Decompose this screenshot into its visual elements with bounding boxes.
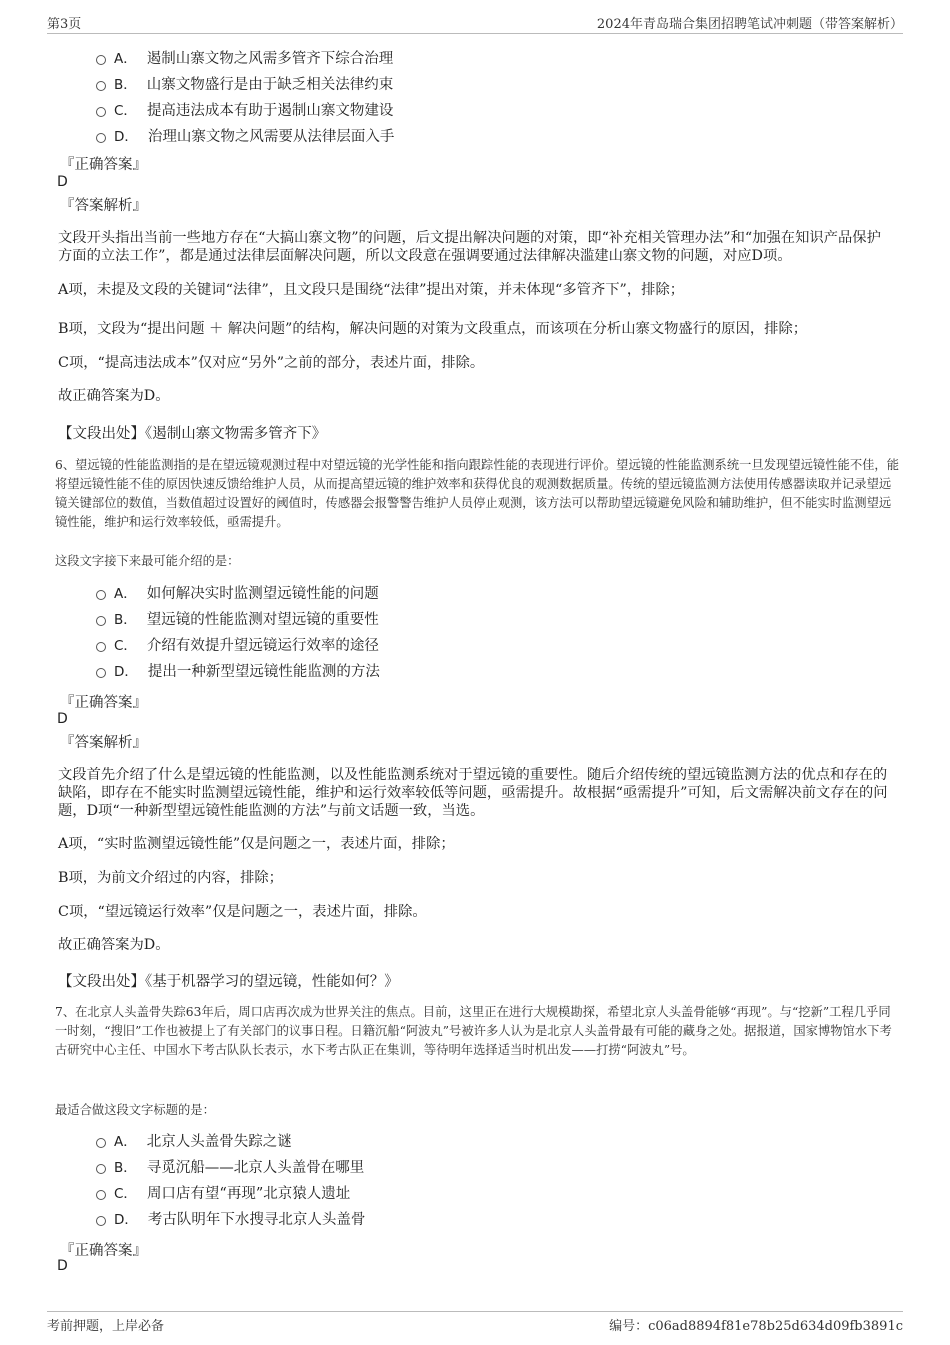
- radio-icon[interactable]: [96, 1216, 106, 1226]
- footer-slogan: 考前押题，上岸必备: [47, 1319, 165, 1334]
- analysis-paragraph: A项，“实时监测望远镜性能”仅是问题之一，表述片面，排除；: [58, 836, 455, 852]
- radio-icon[interactable]: [96, 668, 106, 678]
- question-stem: 最适合做这段文字标题的是：: [55, 1103, 215, 1117]
- radio-icon[interactable]: [96, 133, 106, 143]
- option-c[interactable]: C． 周口店有望“再现”北京猿人遗址: [96, 1181, 365, 1207]
- radio-icon[interactable]: [96, 1164, 106, 1174]
- option-b[interactable]: B． 寻觅沉船——北京人头盖骨在哪里: [96, 1155, 365, 1181]
- option-d[interactable]: D． 提出一种新型望远镜性能监测的方法: [96, 659, 380, 685]
- option-a[interactable]: A． 北京人头盖骨失踪之谜: [96, 1129, 365, 1155]
- radio-icon[interactable]: [96, 55, 106, 65]
- page-header: [47, 13, 903, 34]
- correct-answer-label: 『正确答案』: [60, 695, 147, 711]
- page-footer: [47, 1311, 903, 1334]
- question-passage: 6、望远镜的性能监测指的是在望远镜观测过程中对望远镜的光学性能和指向跟踪性能的表现进行评价。望远镜的性能监测系统一旦发现望远镜性能不佳，能将望远镜性能不佳的原因快速反馈给维护人员，从而提高望远镜的维护效率和获得优良的观测数据质量。传统的望远镜监测方法使用传感器读取并记录望远镜关键部位的数值，当数值超过设置好的阈值时，传感器会报警警告维护人员停止观测，该方法可以帮助望远镜避免风险和辅助维护，但不能实时监测望远镜性能，维护和运行效率较低，亟需提升。: [55, 458, 900, 529]
- option-c[interactable]: C． 提高违法成本有助于遏制山寨文物建设: [96, 98, 394, 124]
- analysis-paragraph: B项，文段为“提出问题 ＋ 解决问题”的结构，解决问题的对策为文段重点，而该项在分析山寨文物盛行的原因，排除；: [58, 321, 808, 337]
- question-passage: 7、在北京人头盖骨失踪63年后，周口店再次成为世界关注的焦点。目前，这里正在进行大规模勘探，希望北京人头盖骨能够“再现”。与“挖新”工程几乎同一时刻，“搜旧”工作也被提上了有关部门的议事日程。日籍沉船“阿波丸”号被许多人认为是北京人头盖骨最有可能的藏身之处。据报道，国家博物馆水下考古研究中心主任、中国水下考古队队长表示，水下考古队正在集训，等待明年选择适当时机出发——打捞“阿波丸”号。: [55, 1005, 892, 1057]
- analysis-label: 『答案解析』: [60, 735, 147, 751]
- option-b[interactable]: B． 望远镜的性能监测对望远镜的重要性: [96, 607, 380, 633]
- document-id: 编号：c06ad8894f81e78b25d634d09fb3891c: [609, 1319, 903, 1334]
- correct-answer: D: [57, 174, 68, 190]
- option-b[interactable]: B． 山寨文物盛行是由于缺乏相关法律约束: [96, 72, 394, 98]
- radio-icon[interactable]: [96, 642, 106, 652]
- radio-icon[interactable]: [96, 1138, 106, 1148]
- analysis-paragraph: 文段首先介绍了什么是望远镜的性能监测，以及性能监测系统对于望远镜的重要性。随后介绍传统的望远镜监测方法的优点和存在的缺陷，即存在不能实时监测望远镜性能，维护和运行效率较低等问题，亟需提升。故根据“亟需提升”可知，后文需解决前文存在的问题，D项“一种新型望远镜性能监测的方法”与前文话题一致，当选。: [58, 767, 888, 819]
- analysis-paragraph: C项，“望远镜运行效率”仅是问题之一，表述片面，排除。: [58, 904, 427, 920]
- analysis-label: 『答案解析』: [60, 198, 147, 214]
- radio-icon[interactable]: [96, 1190, 106, 1200]
- option-a[interactable]: A． 如何解决实时监测望远镜性能的问题: [96, 581, 380, 607]
- analysis-conclusion: 故正确答案为D。: [58, 937, 170, 953]
- analysis-paragraph: B项，为前文介绍过的内容，排除；: [58, 870, 283, 886]
- correct-answer-label: 『正确答案』: [60, 157, 147, 173]
- question-stem: 这段文字接下来最可能介绍的是：: [55, 554, 240, 568]
- correct-answer: D: [57, 711, 68, 727]
- correct-answer-label: 『正确答案』: [60, 1243, 147, 1259]
- source-citation: 【文段出处】《遏制山寨文物需多管齐下》: [58, 426, 327, 442]
- option-d[interactable]: D． 治理山寨文物之风需要从法律层面入手: [96, 124, 394, 150]
- option-a[interactable]: A． 遏制山寨文物之风需多管齐下综合治理: [96, 46, 394, 72]
- option-c[interactable]: C． 介绍有效提升望远镜运行效率的途径: [96, 633, 380, 659]
- analysis-paragraph: A项，未提及文段的关键词“法律”，且文段只是围绕“法律”提出对策，并未体现“多管齐下”，排除；: [58, 282, 685, 298]
- q5-options: [96, 46, 394, 150]
- analysis-conclusion: 故正确答案为D。: [58, 388, 170, 404]
- q6-options: [96, 581, 380, 685]
- radio-icon[interactable]: [96, 616, 106, 626]
- analysis-paragraph: 文段开头指出当前一些地方存在“大搞山寨文物”的问题，后文提出解决问题的对策，即“补充相关管理办法”和“加强在知识产品保护方面的立法工作”，都是通过法律层面解决问题，所以文段意在强调要通过法律解决滥建山寨文物的问题，对应D项。: [58, 230, 881, 264]
- q7-options: [96, 1129, 365, 1233]
- document-title: 2024年青岛瑞合集团招聘笔试冲刺题（带答案解析）: [596, 17, 903, 32]
- option-d[interactable]: D． 考古队明年下水搜寻北京人头盖骨: [96, 1207, 365, 1233]
- analysis-paragraph: C项，“提高违法成本”仅对应“另外”之前的部分，表述片面，排除。: [58, 355, 485, 371]
- radio-icon[interactable]: [96, 590, 106, 600]
- page-number: 第3页: [47, 17, 82, 32]
- radio-icon[interactable]: [96, 81, 106, 91]
- radio-icon[interactable]: [96, 107, 106, 117]
- source-citation: 【文段出处】《基于机器学习的望远镜，性能如何？》: [58, 974, 399, 990]
- correct-answer: D: [57, 1258, 68, 1274]
